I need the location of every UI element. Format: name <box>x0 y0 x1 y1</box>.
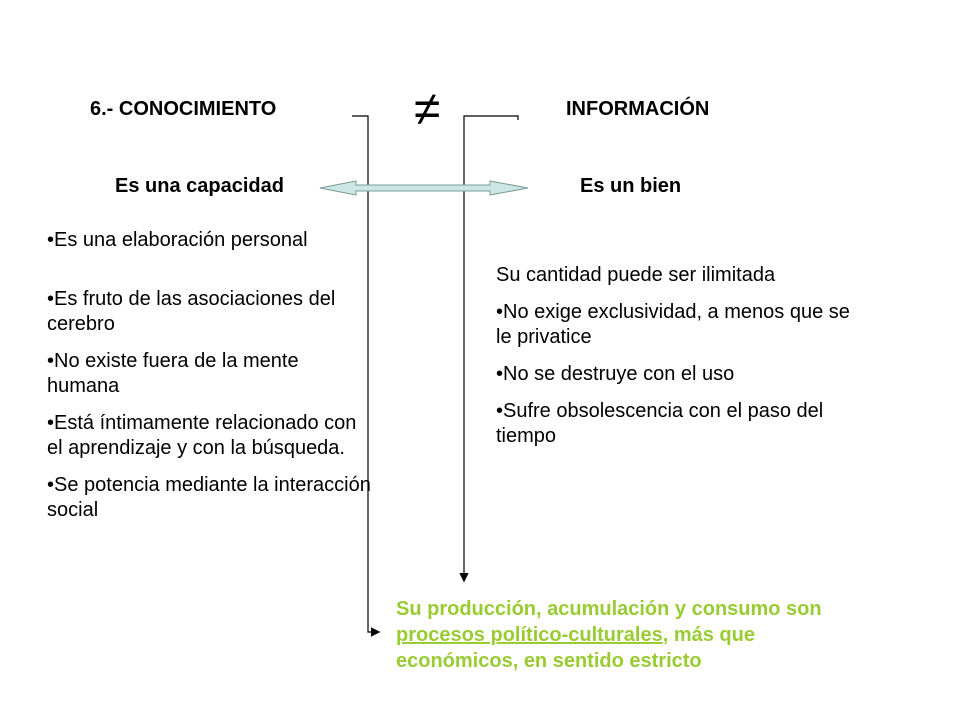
list-item: •Es fruto de las asociaciones del cerebro <box>47 288 336 335</box>
right-title: INFORMACIÓN <box>566 98 710 120</box>
not-equal-symbol: ≠ <box>414 83 441 136</box>
list-item: •Sufre obsolescencia con el paso del tiempo <box>496 400 824 447</box>
left-subtitle: Es una capacidad <box>115 175 284 197</box>
list-item: •Está íntimamente relacionado con el aprendizaje y con la búsqueda. <box>47 412 357 459</box>
list-item: •No exige exclusividad, a menos que se le privatice <box>496 301 850 348</box>
right-list <box>496 263 856 461</box>
left-title: 6.- CONOCIMIENTO <box>90 98 277 120</box>
double-arrow <box>320 181 528 195</box>
right-subtitle: Es un bien <box>580 175 682 197</box>
list-item: •No existe fuera de la mente humana <box>47 350 299 397</box>
conclusion-part1: Su producción, acumulación y consumo son <box>396 598 822 620</box>
conclusion-underlined: procesos político-culturales <box>396 624 663 646</box>
list-item: Su cantidad puede ser ilimitada <box>496 264 776 286</box>
conclusion-text <box>396 596 866 674</box>
list-item: •Es una elaboración personal <box>47 229 308 251</box>
list-item: •No se destruye con el uso <box>496 363 735 385</box>
list-item: •Se potencia mediante la interacción social <box>47 474 371 521</box>
left-list <box>47 228 372 535</box>
conclusion-part2: , más que económicos, en sentido estricto <box>396 624 755 672</box>
